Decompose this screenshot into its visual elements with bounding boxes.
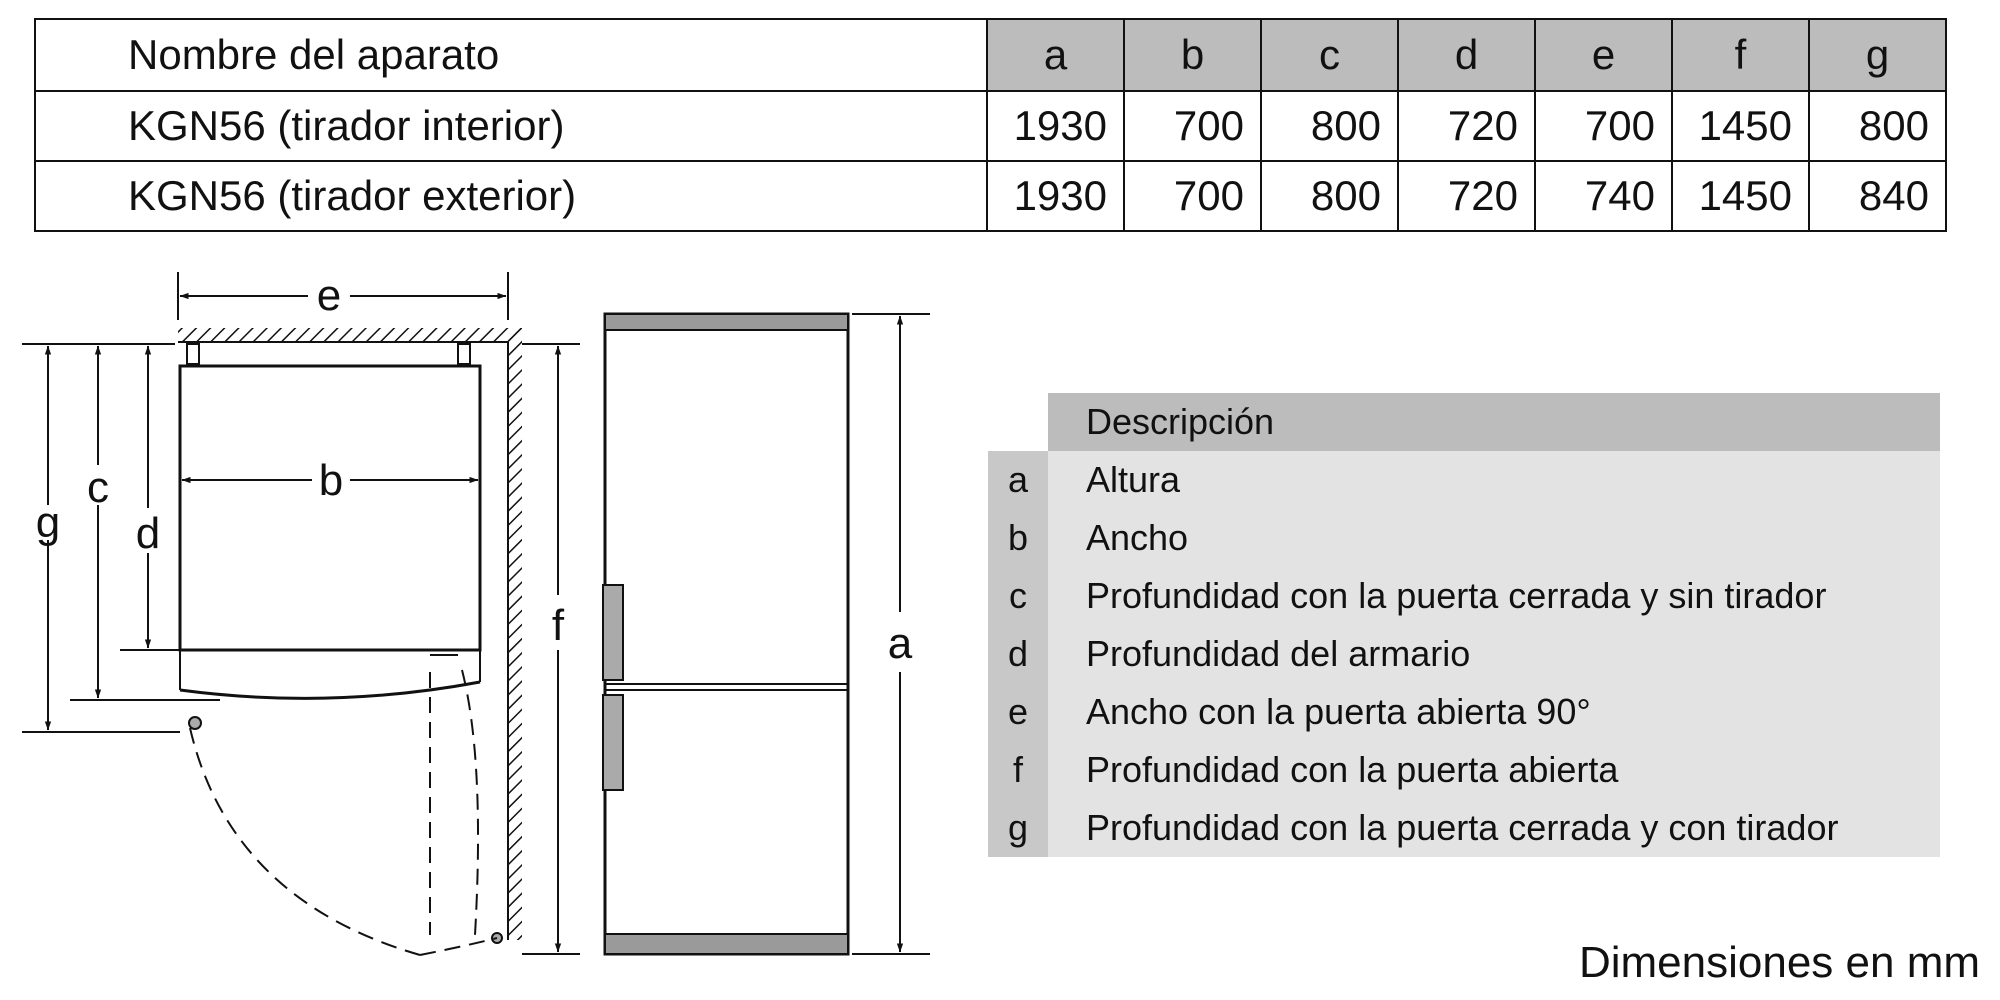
value-c: 800 xyxy=(1261,161,1398,231)
legend-row xyxy=(988,741,1940,799)
legend-key: d xyxy=(988,625,1048,683)
legend-description: Ancho xyxy=(1086,517,1189,558)
fridge-top-view xyxy=(175,344,502,943)
value-d: 720 xyxy=(1398,161,1535,231)
legend-description: Profundidad con la puerta cerrada y con tirador xyxy=(1086,807,1839,848)
legend-header: Descripción xyxy=(1048,393,1940,451)
column-header-d: d xyxy=(1398,19,1535,91)
value-f: 1450 xyxy=(1672,161,1809,231)
legend-row xyxy=(988,799,1940,857)
column-header-b: b xyxy=(1124,19,1261,91)
legend-row xyxy=(988,509,1940,567)
legend-row xyxy=(988,625,1940,683)
value-b: 700 xyxy=(1124,91,1261,161)
legend-key: b xyxy=(988,509,1048,567)
value-g: 800 xyxy=(1809,91,1946,161)
appliance-name: KGN56 (tirador interior) xyxy=(35,91,987,161)
label-d: d xyxy=(135,509,161,558)
column-header-c: c xyxy=(1261,19,1398,91)
legend-key: e xyxy=(988,683,1048,741)
fridge-front-view xyxy=(603,314,848,954)
column-header-name: Nombre del aparato xyxy=(35,19,987,91)
wall-hatching xyxy=(178,328,522,940)
label-b: b xyxy=(318,456,344,505)
legend-table xyxy=(988,393,1940,857)
value-a: 1930 xyxy=(987,91,1124,161)
legend-description: Altura xyxy=(1086,459,1181,500)
legend-row xyxy=(988,567,1940,625)
appliance-name: KGN56 (tirador exterior) xyxy=(35,161,987,231)
legend-description: Profundidad con la puerta cerrada y sin tirador xyxy=(1086,575,1827,616)
label-c: c xyxy=(87,463,109,512)
column-header-f: f xyxy=(1672,19,1809,91)
legend-description: Profundidad con la puerta abierta xyxy=(1086,749,1619,790)
value-g: 840 xyxy=(1809,161,1946,231)
legend-description: Ancho con la puerta abierta 90° xyxy=(1086,691,1591,732)
value-e: 740 xyxy=(1535,161,1672,231)
value-f: 1450 xyxy=(1672,91,1809,161)
value-b: 700 xyxy=(1124,161,1261,231)
legend-row xyxy=(988,683,1940,741)
legend-description: Profundidad del armario xyxy=(1086,633,1471,674)
column-header-a: a xyxy=(987,19,1124,91)
value-c: 800 xyxy=(1261,91,1398,161)
units-note: Dimensiones en mm xyxy=(1578,938,1980,987)
label-e: e xyxy=(316,271,342,320)
value-a: 1930 xyxy=(987,161,1124,231)
column-header-g: g xyxy=(1809,19,1946,91)
label-f: f xyxy=(551,601,565,650)
door-swing-dashed xyxy=(190,670,497,955)
label-g: g xyxy=(35,498,61,547)
value-e: 700 xyxy=(1535,91,1672,161)
label-a: a xyxy=(887,619,913,668)
legend-key: g xyxy=(988,799,1048,857)
legend-key: a xyxy=(988,451,1048,509)
legend-key: f xyxy=(988,741,1048,799)
legend-row xyxy=(988,451,1940,509)
value-d: 720 xyxy=(1398,91,1535,161)
legend-key: c xyxy=(988,567,1048,625)
column-header-e: e xyxy=(1535,19,1672,91)
